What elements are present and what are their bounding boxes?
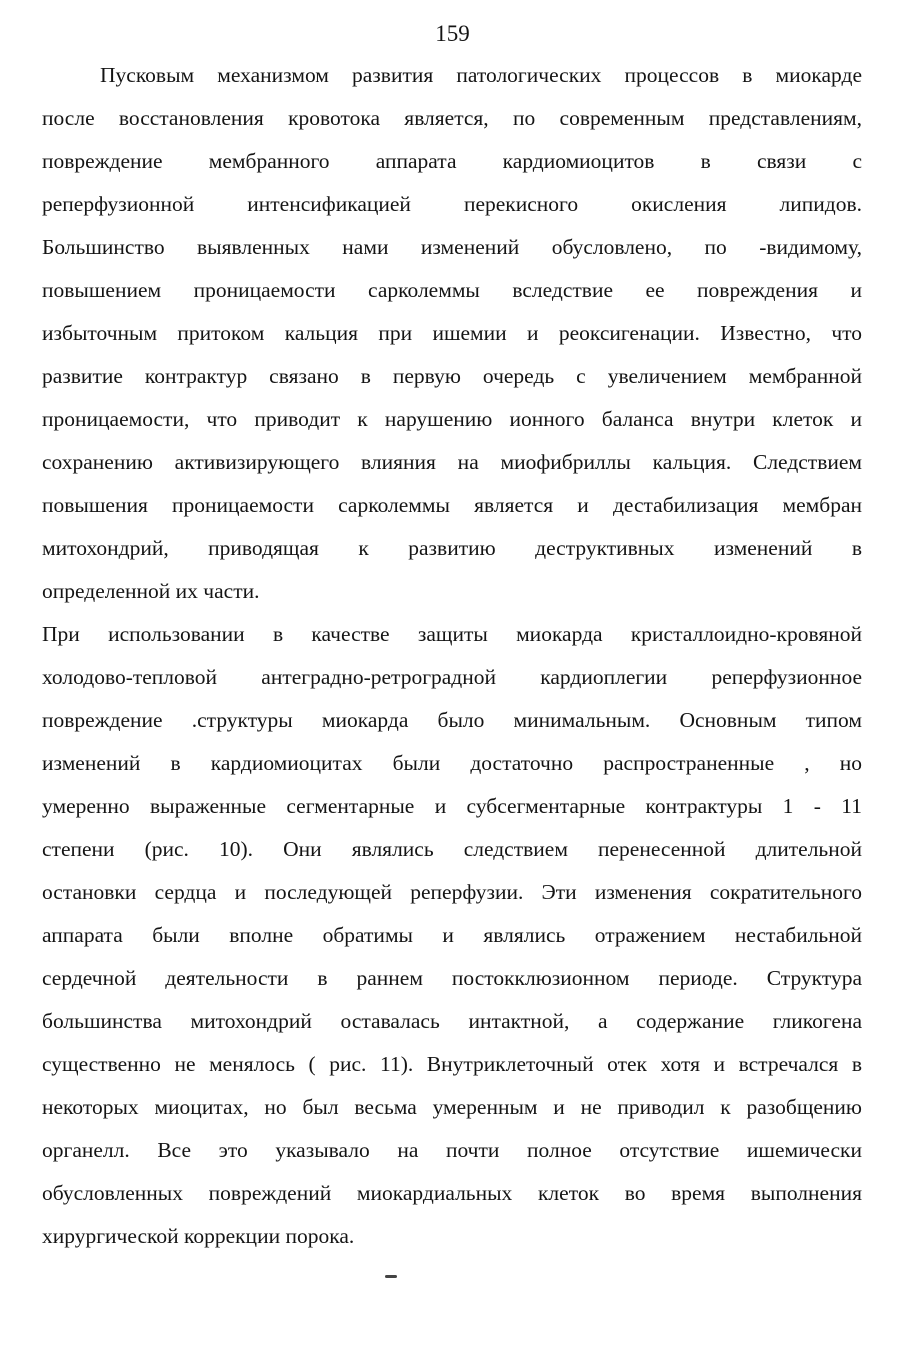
body-text (42, 54, 862, 1258)
text-line: реперфузионной интенсификацией перекисного окисления липидов. (42, 192, 862, 216)
text-line: Пусковым механизмом развития патологических процессов в миокарде (100, 63, 862, 87)
text-line: При использовании в качестве защиты миокарда кристаллоидно-кровяной (42, 622, 862, 646)
text-line: сохранению активизирующего влияния на миофибриллы кальция. Следствием (42, 450, 862, 474)
text-line: сердечной деятельности в раннем постокклюзионном периоде. Структура (42, 966, 862, 990)
text-line: повышения проницаемости сарколеммы является и дестабилизация мембран (42, 493, 862, 517)
text-line: большинства митохондрий оставалась интактной, а содержание гликогена (42, 1009, 862, 1033)
scan-speck (385, 1275, 397, 1278)
text-line: после восстановления кровотока является, по современным представлениям, (42, 106, 862, 130)
text-line: некоторых миоцитах, но был весьма умеренным и не приводил к разобщению (42, 1095, 862, 1119)
text-line: органелл. Все это указывало на почти полное отсутствие ишемически (42, 1138, 862, 1162)
text-line: обусловленных повреждений миокардиальных клеток во время выполнения (42, 1181, 862, 1205)
page-number: 159 (435, 21, 470, 46)
text-line: повреждение .структуры миокарда было минимальным. Основным типом (42, 708, 862, 732)
text-line: степени (рис. 10). Они являлись следствием перенесенной длительной (42, 837, 862, 861)
text-line: избыточным притоком кальция при ишемии и реоксигенации. Известно, что (42, 321, 862, 345)
text-line: проницаемости, что приводит к нарушению ионного баланса внутри клеток и (42, 407, 862, 431)
text-line: повреждение мембранного аппарата кардиомиоцитов в связи с (42, 149, 862, 173)
text-line: изменений в кардиомиоцитах были достаточно распространенные , но (42, 751, 862, 775)
text-line: митохондрий, приводящая к развитию деструктивных изменений в (42, 536, 862, 560)
text-line: существенно не менялось ( рис. 11). Внутриклеточный отек хотя и встречался в (42, 1052, 862, 1076)
text-line: определенной их части. (42, 579, 260, 603)
text-line: Большинство выявленных нами изменений обусловлено, по -видимому, (42, 235, 862, 259)
text-line: аппарата были вполне обратимы и являлись отражением нестабильной (42, 923, 862, 947)
text-line: повышением проницаемости сарколеммы вследствие ее повреждения и (42, 278, 862, 302)
text-line: умеренно выраженные сегментарные и субсегментарные контрактуры 1 - 11 (42, 794, 862, 818)
text-line: развитие контрактур связано в первую очередь с увеличением мембранной (42, 364, 862, 388)
text-line: остановки сердца и последующей реперфузии. Эти изменения сократительного (42, 880, 862, 904)
text-line: холодово-тепловой антеградно-ретроградной кардиоплегии реперфузионное (42, 665, 862, 689)
text-line: хирургической коррекции порока. (42, 1224, 355, 1248)
